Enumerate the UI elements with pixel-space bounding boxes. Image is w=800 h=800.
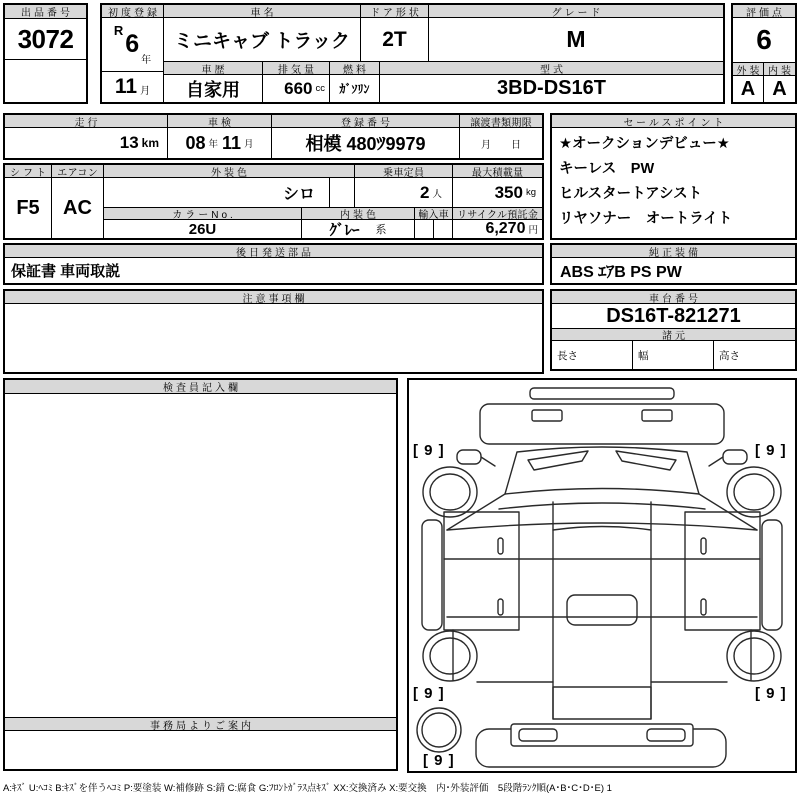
displacement-number: 660 [284, 78, 313, 98]
maxload-label: 最大積載量 [453, 165, 542, 178]
interior-grade-value: A [772, 77, 787, 100]
first-reg-label: 初度登録 [102, 5, 164, 18]
sales-point-item: ★オークションデビュー★ [559, 136, 730, 152]
sales-point-item: キーレス PW [559, 161, 655, 177]
notes-empty-area [5, 304, 542, 372]
exterior-color-value: シロ [104, 178, 330, 207]
first-reg-year: 6 [125, 30, 140, 58]
chassis-box [550, 289, 797, 371]
score-label: 評価点 [733, 5, 795, 18]
maxload-value [453, 178, 542, 207]
score-value: 6 [756, 24, 772, 55]
specs-label: 諸元 [552, 328, 795, 341]
wheels [423, 467, 781, 681]
maxload-unit: kg [525, 187, 536, 198]
first-reg-month-cell [102, 72, 164, 102]
shaken-value [168, 128, 272, 158]
fuel-label: 燃料 [330, 61, 380, 75]
sales-point-item: リヤソナー オートライト [559, 211, 733, 227]
notes-box [3, 289, 544, 374]
inspector-empty-area [5, 394, 396, 717]
tire-tread-rear-left: [ 9 ] [413, 685, 445, 702]
side-mirrors [457, 450, 747, 466]
first-reg-era: R [113, 23, 124, 38]
door-shape-value: 2T [361, 18, 429, 61]
first-reg-month-unit: 月 [140, 86, 151, 97]
shaken-year-unit: 年 [208, 139, 218, 150]
spec-length-cell: 長さ [552, 341, 633, 369]
aircon-label: エアコン [52, 165, 104, 178]
vehicle-header-box [100, 3, 725, 104]
spec-height-cell: 高さ [719, 349, 740, 362]
displacement-label: 排気量 [263, 61, 330, 75]
door-shape-label: ドア形状 [361, 5, 429, 18]
mileage-label: 走行 [5, 115, 168, 128]
office-notice-empty-area [5, 731, 396, 769]
vehicle-diagram-box [407, 378, 797, 773]
truck-top-view-diagram [409, 380, 795, 771]
truck-front-section [447, 388, 757, 530]
rear-bumper [476, 724, 726, 767]
car-name-label: 車名 [164, 5, 361, 18]
capacity-label: 乗車定員 [355, 165, 453, 178]
shaken-month: 11 [222, 132, 242, 153]
damage-code-legend: A:ｷｽﾞ U:ﾍｺﾐ B:ｷｽﾞを伴うﾍｺﾐ P:要塗装 W:補修跡 S:錆 C:腐食 G:ﾌﾛﾝﾄｶﾞﾗｽ点ｷｽﾞ XX:交換済み X:要交換 内･外装評価 5段階ﾗﾝｸ順(A･B･C･D･E) 1 [3, 783, 612, 794]
aircon-value: AC [52, 178, 104, 238]
history-label: 車歴 [164, 61, 263, 75]
exterior-color-label: 外装色 [104, 165, 355, 178]
tire-tread-spare: [ 9 ] [423, 752, 455, 769]
interior-grade-label: 内装 [764, 62, 795, 76]
interior-color-value [302, 220, 415, 238]
tire-tread-front-right: [ 9 ] [755, 442, 787, 459]
recycle-amount: 6,270 [485, 220, 526, 237]
model-code-label: 型式 [380, 61, 723, 75]
model-code-value: 3BD-DS16T [497, 77, 606, 99]
shaken-label: 車検 [168, 115, 272, 128]
shaken-month-unit: 月 [244, 139, 254, 150]
shift-value: F5 [5, 178, 52, 238]
import-cell-2 [434, 220, 453, 238]
chassis-value: DS16T-821271 [606, 304, 741, 327]
displacement-value [263, 75, 330, 102]
first-reg-year-unit: 年 [141, 55, 152, 66]
transfer-doc-value: 月 日 [481, 139, 521, 151]
score-box [731, 3, 797, 104]
equipment-row-box [3, 163, 544, 240]
shaken-year: 08 [185, 132, 206, 153]
exterior-color-sub-cell [330, 178, 355, 207]
import-cell-1 [415, 220, 434, 238]
fuel-value: ｶﾞｿﾘﾝ [330, 75, 380, 102]
sales-points-box [550, 113, 797, 240]
auction-no-label: 出品番号 [5, 5, 86, 18]
inspector-box [3, 378, 398, 771]
grade-label: グレード [429, 5, 723, 18]
notes-label: 注意事項欄 [5, 291, 542, 304]
sales-points-list [552, 128, 795, 238]
capacity-value [355, 178, 453, 207]
regno-label: 登録番号 [272, 115, 460, 128]
auction-no-box [3, 3, 88, 104]
spare-tire [417, 708, 461, 752]
factory-equipment-box [550, 243, 797, 285]
color-no-value: 26U [104, 220, 302, 238]
first-reg-year-cell [102, 18, 164, 72]
sales-points-label: セールスポイント [552, 115, 795, 128]
factory-equipment-label: 純正装備 [552, 245, 795, 258]
color-no-label: カラーNo. [104, 207, 302, 220]
import-label: 輸入車 [415, 207, 453, 220]
later-parts-label: 後日発送部品 [5, 245, 542, 258]
chassis-label: 車台番号 [552, 291, 795, 304]
interior-color-name: ｸﾞﾚｰ [329, 221, 360, 239]
office-notice-label: 事務局よりご案内 [5, 717, 396, 731]
tire-tread-front-left: [ 9 ] [413, 442, 445, 459]
maxload-number: 350 [494, 182, 523, 202]
body-side-panels [422, 512, 782, 630]
capacity-number: 2 [420, 182, 430, 202]
auction-no-value: 3072 [5, 18, 86, 59]
mileage-value [5, 128, 168, 158]
recycle-label: リサイクル預託金 [453, 207, 542, 220]
later-parts-box [3, 243, 544, 285]
first-reg-month: 11 [114, 75, 138, 98]
mileage-number: 13 [119, 133, 139, 152]
later-parts-value: 保証書 車両取説 [11, 263, 121, 280]
factory-equipment-value: ABS ｴｱB PS PW [560, 264, 682, 281]
capacity-unit: 人 [432, 188, 442, 200]
mileage-unit: km [141, 136, 159, 150]
shift-label: シフト [5, 165, 52, 178]
transfer-doc-label: 譲渡書類期限 [460, 115, 542, 128]
regno-value: 相模 480ﾂ9979 [272, 128, 460, 158]
interior-color-label: 内装色 [302, 207, 415, 220]
grade-value: M [566, 26, 586, 52]
sales-point-item: ヒルスタートアシスト [559, 186, 703, 202]
exterior-grade-value: A [733, 76, 764, 102]
displacement-unit: cc [315, 83, 325, 94]
spec-width-cell: 幅 [633, 341, 714, 369]
tire-tread-rear-right: [ 9 ] [755, 685, 787, 702]
car-name-value: ミニキャブ トラック [164, 18, 361, 61]
recycle-unit: 円 [528, 225, 538, 236]
inspector-label: 検査員記入欄 [5, 380, 396, 394]
exterior-grade-label: 外装 [733, 62, 764, 76]
recycle-value [453, 220, 542, 238]
interior-color-suffix: 系 [375, 224, 387, 236]
registration-row-box [3, 113, 544, 160]
auction-no-empty-cell [5, 59, 86, 102]
history-value: 自家用 [164, 75, 263, 102]
